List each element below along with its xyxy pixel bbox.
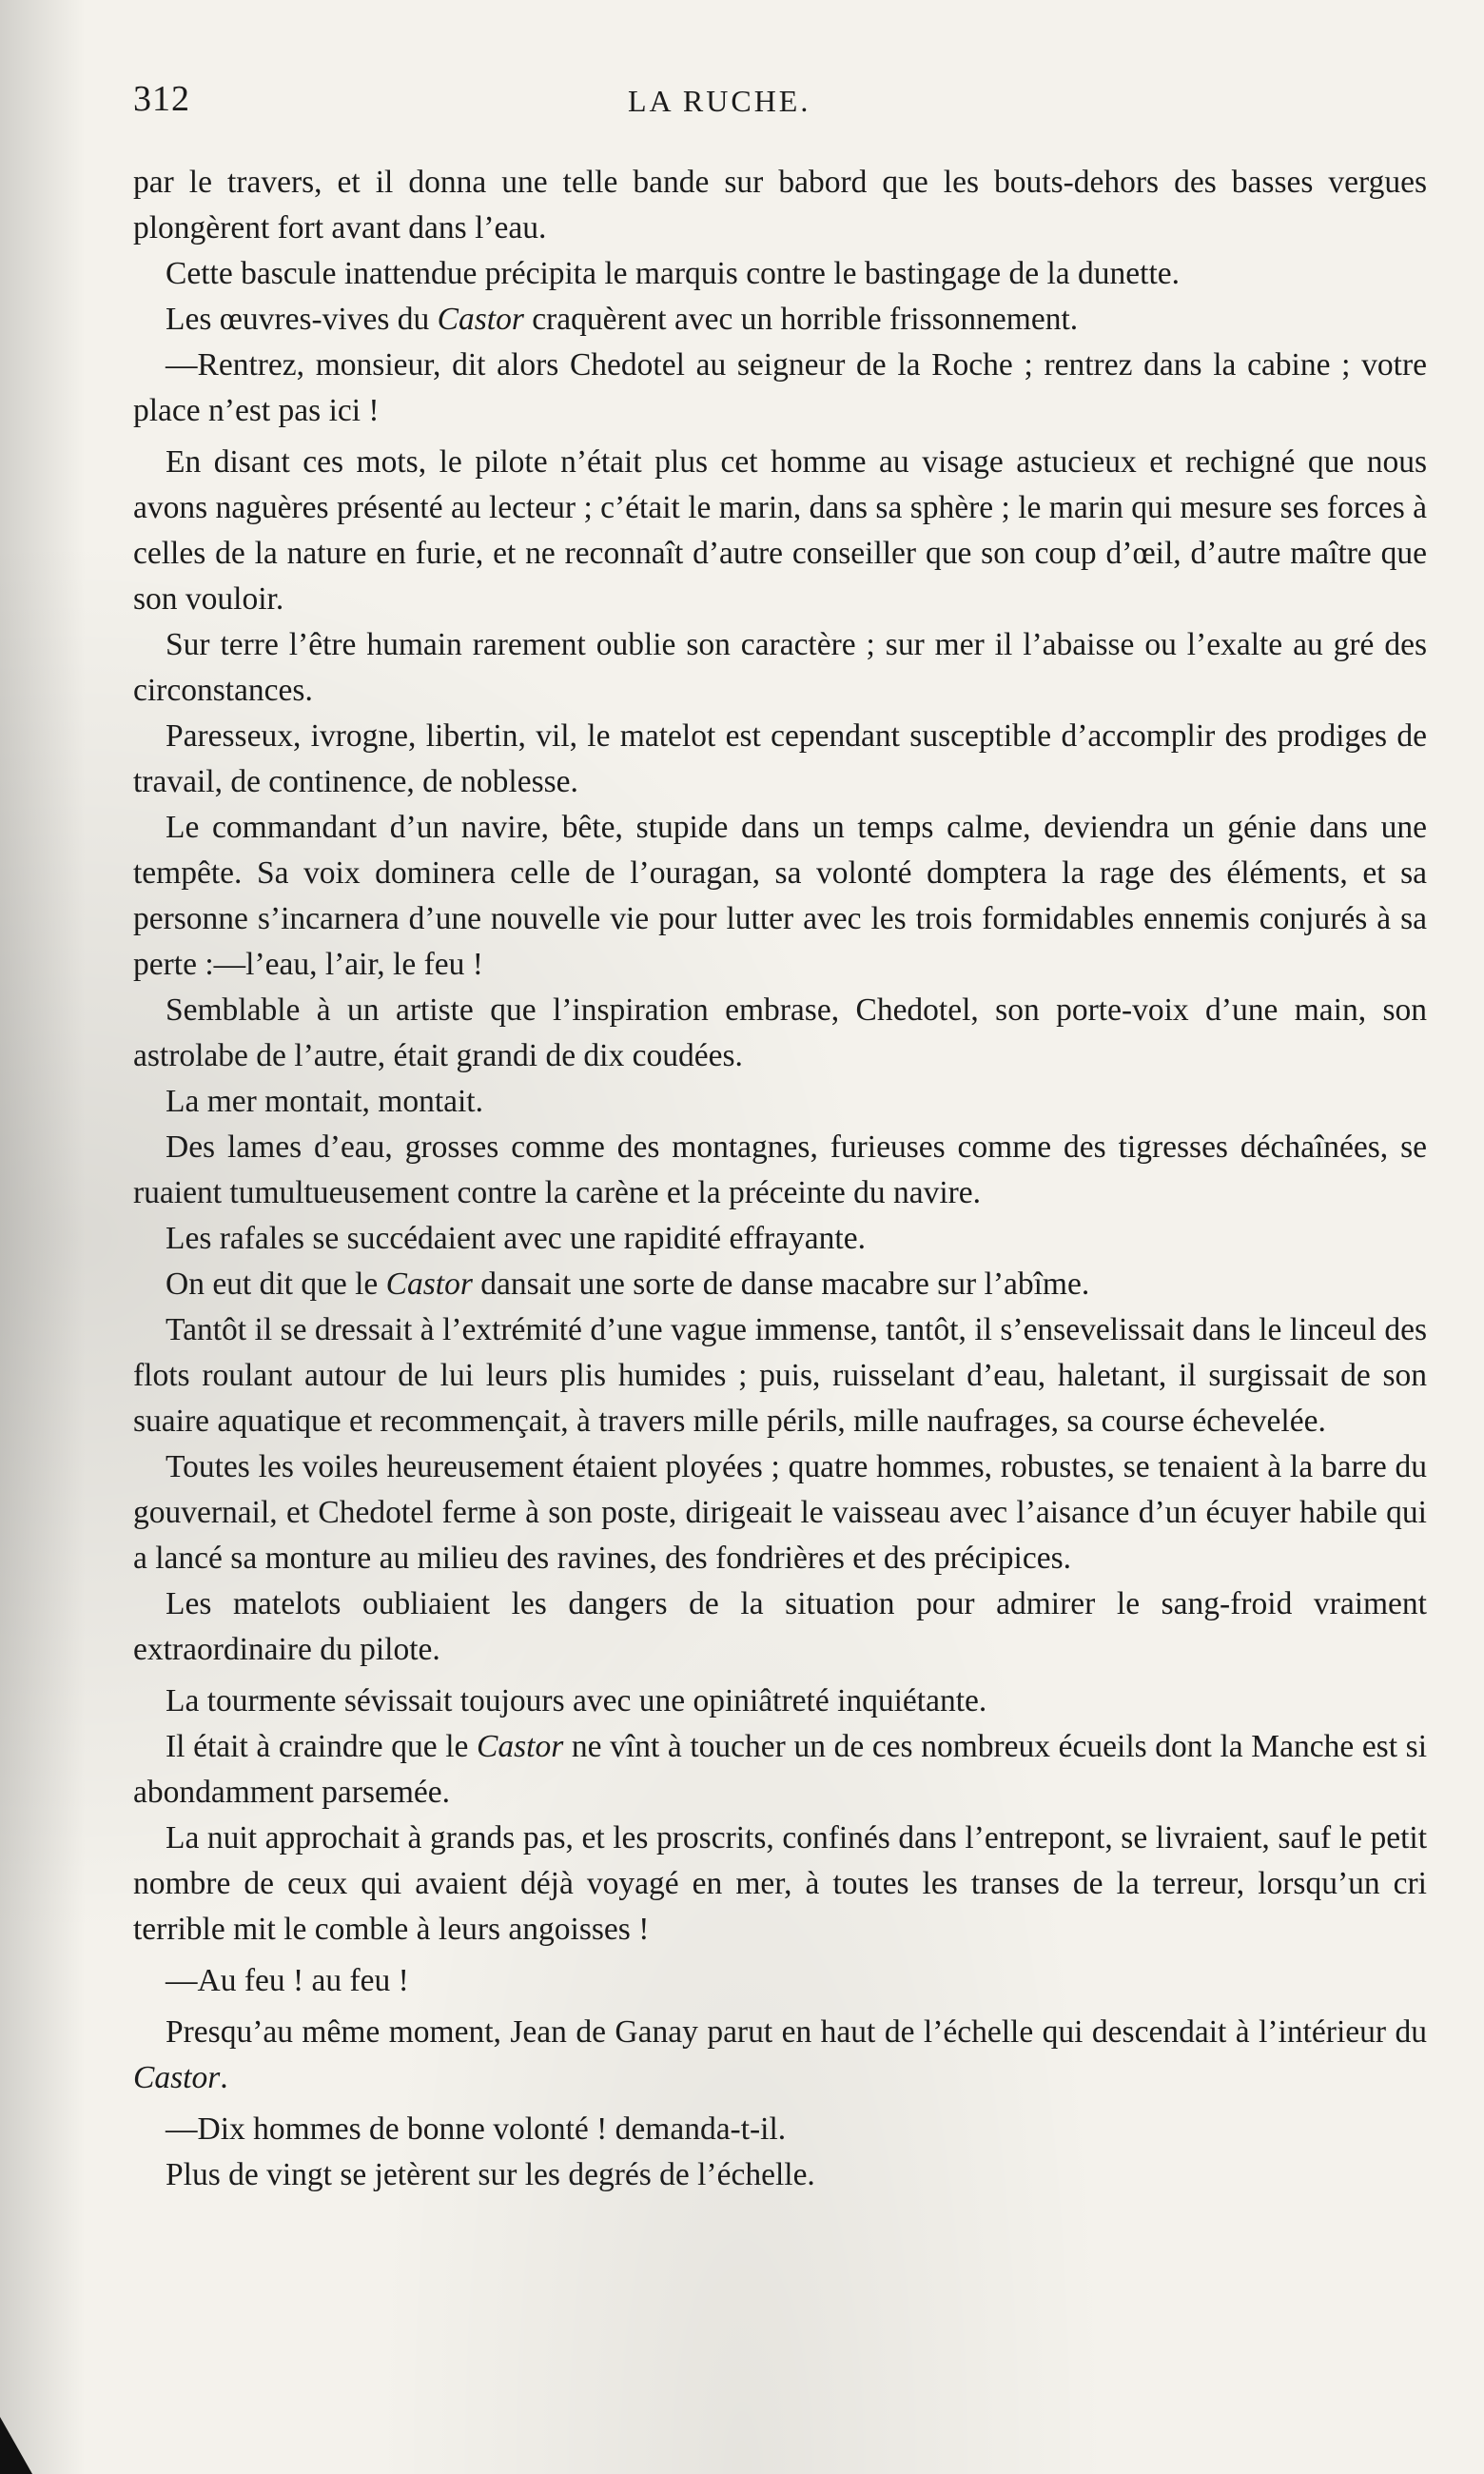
paragraph bbox=[133, 1307, 1427, 1444]
paragraph-text: par le travers, et il donna une telle bande sur babord que les bouts-dehors des basses vergues plongèrent fort avant dans l’eau. bbox=[133, 165, 1427, 245]
paragraph bbox=[133, 1125, 1427, 1216]
paragraph bbox=[133, 2152, 1427, 2198]
ship-name: Castor bbox=[477, 1729, 564, 1764]
paragraph-text: dansait une sorte de danse macabre sur l’abîme. bbox=[472, 1266, 1090, 1302]
ship-name: Castor bbox=[437, 302, 524, 337]
paragraph-text: craquèrent avec un horrible frissonnement. bbox=[523, 302, 1079, 337]
paragraph bbox=[133, 714, 1427, 805]
paragraph bbox=[133, 2010, 1427, 2101]
paragraph bbox=[133, 988, 1427, 1079]
page-header bbox=[133, 78, 1427, 126]
paragraph-text: Tantôt il se dressait à l’extrémité d’une vague immense, tantôt, il s’ensevelissait dans le linceul des flots roulant autour de lui leurs plis humides ; puis, ruisselant d’eau, haletant, il surgissait de son suaire aquatique et recommençait, à travers mille périls, mille naufrages, sa course échevelée. bbox=[133, 1312, 1427, 1439]
paragraph bbox=[133, 1216, 1427, 1262]
paragraph-text: —Rentrez, monsieur, dit alors Chedotel au seigneur de la Roche ; rentrez dans la cabine ; votre place n’est pas ici ! bbox=[133, 347, 1427, 428]
paragraph-text: La nuit approchait à grands pas, et les proscrits, confinés dans l’entrepont, se livraient, sauf le petit nombre de ceux qui avaient déjà voyagé en mer, à toutes les transes de la terreur, lorsqu’un cri terrible mit le comble à leurs angoisses ! bbox=[133, 1820, 1427, 1947]
paragraph-text: —Au feu ! au feu ! bbox=[166, 1963, 409, 1998]
page-corner-mark bbox=[0, 2417, 32, 2474]
paragraph bbox=[133, 1444, 1427, 1581]
binding-shadow bbox=[0, 0, 86, 2474]
paragraph-text: ne vînt à toucher un de ces nombreux écueils dont la Manche est si abondamment parsemée. bbox=[133, 1729, 1427, 1810]
paragraph bbox=[133, 440, 1427, 622]
running-head: LA RUCHE. bbox=[628, 84, 811, 118]
page-number: 312 bbox=[133, 79, 190, 119]
paragraph-text: La mer montait, montait. bbox=[166, 1084, 483, 1119]
paragraph bbox=[133, 160, 1427, 251]
paragraph bbox=[133, 1816, 1427, 1953]
paragraph-text: —Dix hommes de bonne volonté ! demanda-t-il. bbox=[166, 2111, 787, 2147]
paragraph-text: On eut dit que le bbox=[166, 1266, 386, 1302]
paragraph bbox=[133, 251, 1427, 297]
paragraph-text: Les matelots oubliaient les dangers de la situation pour admirer le sang-froid vraiment extraordinaire du pilote. bbox=[133, 1586, 1427, 1667]
paragraph bbox=[133, 2107, 1427, 2152]
paragraph-text: Des lames d’eau, grosses comme des montagnes, furieuses comme des tigresses déchaînées, se ruaient tumultueusement contre la carène et la préceinte du navire. bbox=[133, 1129, 1427, 1210]
paragraph bbox=[133, 1679, 1427, 1724]
paragraph-text: Sur terre l’être humain rarement oublie son caractère ; sur mer il l’abaisse ou l’exalte au gré des circonstances. bbox=[133, 627, 1427, 708]
paragraph bbox=[133, 1262, 1427, 1307]
ship-name: Castor bbox=[385, 1266, 473, 1302]
paragraph-text: Paresseux, ivrogne, libertin, vil, le matelot est cependant susceptible d’accomplir des prodiges de travail, de continence, de noblesse. bbox=[133, 718, 1427, 799]
paragraph-text: Toutes les voiles heureusement étaient ployées ; quatre hommes, robustes, se tenaient à la barre du gouvernail, et Chedotel ferme à son poste, dirigeait le vaisseau avec l’aisance d’un écuyer habile qui a lancé sa monture au milieu des ravines, des fondrières et des précipices. bbox=[133, 1449, 1427, 1576]
paragraph-text: Il était à craindre que le bbox=[166, 1729, 478, 1764]
paragraph-text: Les œuvres-vives du bbox=[166, 302, 438, 337]
paragraph-text: . bbox=[220, 2060, 228, 2095]
paragraph bbox=[133, 343, 1427, 434]
paragraph bbox=[133, 622, 1427, 714]
paragraph-text: La tourmente sévissait toujours avec une opiniâtreté inquiétante. bbox=[166, 1683, 987, 1718]
paragraph-text: Les rafales se succédaient avec une rapidité effrayante. bbox=[166, 1221, 866, 1256]
paragraph-text: Cette bascule inattendue précipita le marquis contre le bastingage de la dunette. bbox=[166, 256, 1180, 291]
paragraph-text: Plus de vingt se jetèrent sur les degrés de l’échelle. bbox=[166, 2157, 815, 2192]
paragraph bbox=[133, 1724, 1427, 1816]
paragraph-text: Presqu’au même moment, Jean de Ganay parut en haut de l’échelle qui descendait à l’intérieur du bbox=[166, 2014, 1427, 2050]
paragraph bbox=[133, 1581, 1427, 1673]
paragraph bbox=[133, 1958, 1427, 2004]
paragraph bbox=[133, 1079, 1427, 1125]
paragraph-text: Semblable à un artiste que l’inspiration embrase, Chedotel, son porte-voix d’une main, son astrolabe de l’autre, était grandi de dix coudées. bbox=[133, 992, 1427, 1073]
paragraph-text: Le commandant d’un navire, bête, stupide dans un temps calme, deviendra un génie dans une tempête. Sa voix dominera celle de l’ouragan, sa volonté domptera la rage des éléments, et sa personne s’incarnera d’une nouvelle vie pour lutter avec les trois formidables ennemis conjurés à sa perte :—l’eau, l’air, le feu ! bbox=[133, 810, 1427, 982]
paragraph-text: En disant ces mots, le pilote n’était plus cet homme au visage astucieux et rechigné que nous avons naguères présenté au lecteur ; c’était le marin, dans sa sphère ; le marin qui mesure ses forces à celles de la nature en furie, et ne reconnaît d’autre conseiller que son coup d’œil, d’autre maître que son vouloir. bbox=[133, 444, 1427, 617]
paragraph bbox=[133, 805, 1427, 988]
paragraph bbox=[133, 297, 1427, 343]
ship-name: Castor bbox=[133, 2060, 221, 2095]
body-text bbox=[133, 160, 1427, 2198]
